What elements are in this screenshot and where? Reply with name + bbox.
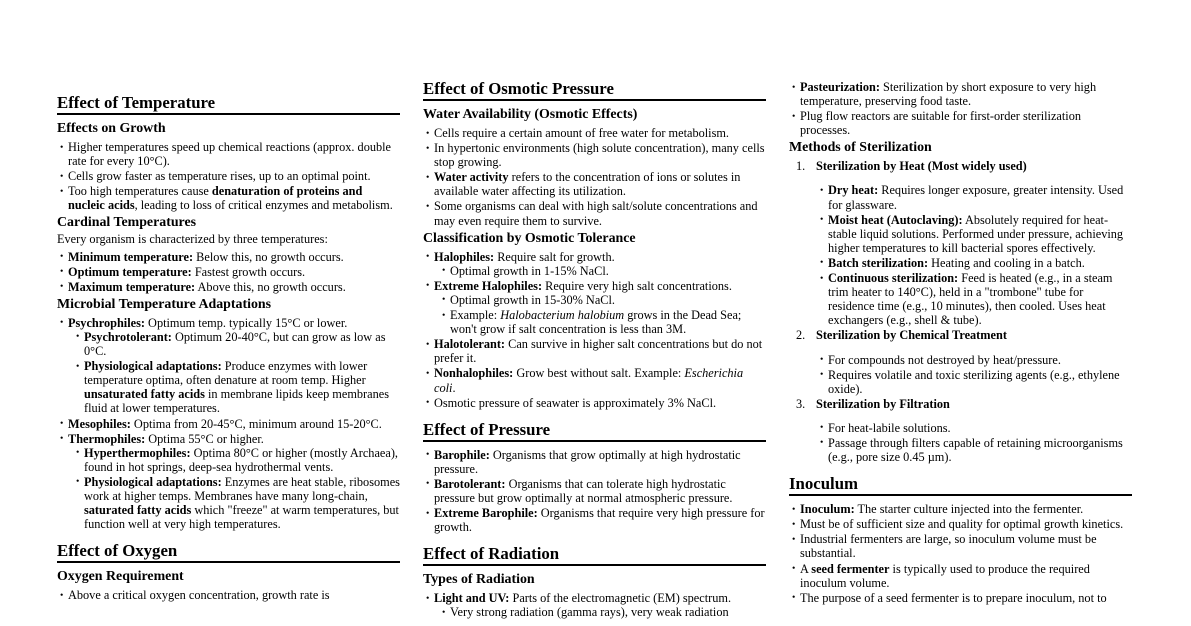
plain-text: Fastest growth occurs.	[191, 264, 306, 279]
bold-text: Continuous sterilization:	[828, 271, 959, 286]
plain-text: Above a critical oxygen concentration, growth rate is	[68, 588, 330, 603]
bold-text: Psychrotolerant:	[84, 329, 172, 344]
bold-text: Nonhalophiles:	[434, 366, 514, 381]
plain-text: which "freeze" at warm temperatures, but function well at very high temperatures.	[84, 503, 399, 532]
bullet-item	[84, 330, 400, 358]
subsection-heading: Water Availability (Osmotic Effects)	[423, 107, 638, 122]
bullet-item	[800, 80, 1132, 108]
plain-text: Optimum temp. typically 15°C or lower.	[144, 315, 348, 330]
section-heading: Effect of Osmotic Pressure	[423, 80, 766, 101]
bold-text: seed fermenter	[811, 561, 890, 576]
bullet-item	[434, 170, 766, 198]
subsection-heading: Methods of Sterilization	[789, 140, 932, 156]
numbered-item	[816, 159, 1132, 327]
bullet-item	[450, 264, 766, 278]
bullet-list	[57, 250, 400, 294]
bullet-list	[423, 448, 766, 535]
plain-text: Higher temperatures speed up chemical reactions (approx. double rate for every 10°C).	[68, 140, 392, 169]
plain-text: Feed is heated (e.g., in a steam trim heater to 140°C), held in a "trombone" tube for residence time (e.g., 10 minutes), then cooled. Uses heat exchangers (e.g., shell & tube).	[828, 271, 1113, 328]
bold-text: denaturation of proteins and nucleic acids	[68, 184, 363, 213]
bullet-item	[68, 432, 400, 532]
bullet-item	[68, 140, 400, 168]
plain-text: is typically used to produce the required inoculum volume.	[800, 561, 1090, 590]
bullet-list	[57, 588, 400, 602]
plain-text: Organisms that require very high pressure for growth.	[434, 506, 765, 535]
plain-text: Optimal growth in 1-15% NaCl.	[450, 263, 609, 278]
plain-text: Cells require a certain amount of free water for metabolism.	[434, 126, 730, 140]
bullet-list	[423, 126, 766, 228]
plain-text: Industrial fermenters are large, so inoculum volume must be substantial.	[800, 532, 1097, 561]
bullet-item	[68, 417, 400, 431]
bullet-item	[828, 368, 1132, 396]
plain-text: Optimum 20-40°C, but can grow as low as 0°C.	[84, 329, 386, 359]
bullet-item	[68, 184, 400, 212]
bold-text: Halotolerant:	[434, 337, 506, 352]
paragraph	[57, 232, 400, 246]
plain-text: Optima 55°C or higher.	[145, 431, 264, 446]
plain-text: Cells grow faster as temperature rises, up to an optimal point.	[68, 169, 371, 184]
section-heading: Effect of Pressure	[423, 421, 766, 442]
plain-text: Grow best without salt. Example:	[513, 366, 685, 381]
section-heading: Effect of Temperature	[57, 94, 400, 115]
bullet-item	[84, 446, 400, 474]
plain-text: Can survive in higher salt concentrations but do not prefer it.	[434, 337, 763, 366]
bullet-list	[68, 446, 400, 532]
numbered-list	[789, 159, 1132, 464]
bullet-list	[423, 250, 766, 410]
plain-text: Passage through filters capable of retaining microorganisms (e.g., pore size 0.45 µm).	[828, 435, 1123, 465]
bold-text: Hyperthermophiles:	[84, 445, 191, 460]
plain-text: Osmotic pressure of seawater is approximately 3% NaCl.	[434, 395, 717, 410]
bullet-item	[434, 477, 766, 505]
bold-text: Barotolerant:	[434, 476, 506, 491]
bullet-item	[68, 250, 400, 264]
plain-text: Above this, no growth occurs.	[195, 279, 346, 294]
bullet-list	[816, 421, 1132, 464]
bullet-item	[434, 337, 766, 365]
plain-text: Heating and cooling in a batch.	[928, 255, 1085, 270]
plain-text: Very strong radiation (gamma rays), very weak radiation	[450, 605, 729, 620]
bold-text: Extreme Halophiles:	[434, 278, 543, 293]
bold-text: Thermophiles:	[68, 431, 146, 446]
bullet-item	[800, 562, 1132, 590]
bullet-item	[434, 279, 766, 336]
column-1	[57, 80, 400, 621]
subsection-heading: Oxygen Requirement	[57, 569, 184, 585]
bullet-item	[434, 506, 766, 534]
bullet-item	[434, 366, 766, 394]
plain-text: For heat-labile solutions.	[828, 420, 951, 435]
plain-text: Example:	[450, 308, 501, 323]
subsection-heading: Effects on Growth	[57, 121, 166, 136]
subsection-heading: Cardinal Temperatures	[57, 215, 197, 231]
bullet-item	[828, 436, 1132, 464]
plain-text: Below this, no growth occurs.	[193, 249, 344, 264]
bold-text: Minimum temperature:	[68, 249, 194, 264]
plain-text: A	[800, 561, 812, 576]
plain-text: The purpose of a seed fermenter is to prepare inoculum, not to	[800, 590, 1107, 605]
subsection-heading: Classification by Osmotic Tolerance	[423, 230, 636, 246]
bullet-item	[434, 591, 766, 619]
bold-text: Pasteurization:	[800, 80, 880, 94]
bold-text: Mesophiles:	[68, 416, 131, 431]
plain-text: in membrane lipids keep membranes fluid at lower temperatures.	[84, 387, 389, 416]
numbered-item	[816, 397, 1132, 464]
plain-text: grows in the Dead Sea; won't grow if salt concentration is less than 3M.	[450, 308, 742, 337]
bold-text: Sterilization by Chemical Treatment	[816, 328, 1007, 343]
plain-text: refers to the concentration of ions or solutes in available water affecting its utilization.	[434, 170, 741, 199]
bullet-item	[434, 141, 766, 169]
plain-text: For compounds not destroyed by heat/pressure.	[828, 352, 1061, 367]
plain-text: Parts of the electromagnetic (EM) spectrum.	[509, 591, 732, 606]
bold-text: Maximum temperature:	[68, 279, 196, 294]
bullet-list	[789, 502, 1132, 605]
bullet-item	[434, 250, 766, 278]
bullet-item	[450, 308, 766, 336]
plain-text: .	[452, 380, 456, 395]
bullet-item	[68, 280, 400, 294]
document-columns	[57, 80, 1132, 621]
plain-text: Organisms that grow optimally at high hydrostatic pressure.	[434, 447, 741, 476]
bold-text: Extreme Barophile:	[434, 506, 538, 521]
plain-text: , leading to loss of critical enzymes and metabolism.	[134, 198, 393, 213]
bold-text: Water activity	[434, 170, 509, 185]
bullet-list	[816, 183, 1132, 327]
plain-text: Plug flow reactors are suitable for first-order sterilization processes.	[800, 109, 1082, 138]
bullet-item	[434, 126, 766, 140]
bullet-item	[434, 199, 766, 227]
bold-text: Light and UV:	[434, 591, 510, 606]
column-3	[789, 80, 1132, 621]
bullet-item	[828, 213, 1132, 255]
bullet-list	[57, 316, 400, 531]
bullet-item	[68, 588, 400, 602]
plain-text: Requires longer exposure, greater intensity. Used for glassware.	[828, 183, 1124, 212]
plain-text: Require salt for growth.	[494, 249, 615, 264]
bullet-item	[800, 109, 1132, 137]
plain-text: Produce enzymes with lower temperature optima, often denature at room temp. Higher	[84, 359, 368, 388]
plain-text: Requires volatile and toxic sterilizing agents (e.g., ethylene oxide).	[828, 367, 1120, 396]
bullet-item	[68, 316, 400, 416]
plain-text: Every organism is characterized by three temperatures:	[57, 232, 328, 247]
bullet-item	[828, 271, 1132, 327]
bullet-item	[828, 353, 1132, 367]
bold-text: Dry heat:	[828, 183, 879, 198]
bold-text: Barophile:	[434, 447, 490, 462]
plain-text: Must be of sufficient size and quality for optimal growth kinetics.	[800, 517, 1124, 532]
subsection-heading: Microbial Temperature Adaptations	[57, 296, 272, 312]
bullet-list	[816, 353, 1132, 396]
bullet-item	[828, 256, 1132, 270]
plain-text: Absolutely required for heat-stable liquid solutions. Performed under pressure, achieving higher temperatures to kill bacterial spores effectively.	[828, 212, 1124, 255]
bullet-item	[800, 502, 1132, 516]
bullet-item	[434, 448, 766, 476]
bullet-list	[423, 591, 766, 619]
section-heading: Inoculum	[789, 475, 1132, 496]
bullet-item	[450, 293, 766, 307]
bold-text: Physiological adaptations:	[84, 359, 222, 374]
bullet-item	[84, 475, 400, 531]
section-heading: Effect of Oxygen	[57, 542, 400, 563]
bold-text: Halophiles:	[434, 249, 495, 264]
bullet-list	[434, 264, 766, 278]
bullet-item	[84, 359, 400, 415]
numbered-item	[816, 328, 1132, 395]
bullet-item	[68, 265, 400, 279]
italic-text: Halobacterium halobium	[500, 308, 625, 323]
plain-text: Sterilization by short exposure to very high temperature, preserving food taste.	[800, 80, 1097, 109]
plain-text: Optima from 20-45°C, minimum around 15-20°C.	[130, 416, 382, 431]
plain-text: Too high temperatures cause	[68, 184, 212, 199]
section-heading: Effect of Radiation	[423, 545, 766, 566]
plain-text: Optima 80°C or higher (mostly Archaea), found in hot springs, deep-sea hydrothermal vents.	[84, 445, 398, 474]
plain-text: Enzymes are heat stable, ribosomes work at higher temps. Membranes have many long-chain,	[84, 474, 400, 503]
bold-text: Optimum temperature:	[68, 264, 192, 279]
bullet-item	[68, 169, 400, 183]
bullet-item	[450, 605, 766, 619]
column-2	[423, 80, 766, 621]
bold-text: Physiological adaptations:	[84, 474, 222, 489]
plain-text: Some organisms can deal with high salt/solute concentrations and may even require them to survive.	[434, 199, 758, 228]
bullet-item	[434, 396, 766, 410]
bullet-list	[434, 605, 766, 619]
plain-text: In hypertonic environments (high solute concentration), many cells stop growing.	[434, 141, 765, 170]
bullet-list	[434, 293, 766, 336]
bullet-list	[68, 330, 400, 416]
bold-text: Batch sterilization:	[828, 255, 929, 270]
plain-text: Organisms that can tolerate high hydrostatic pressure but grow optimally at normal atmospheric pressure.	[434, 476, 733, 505]
bullet-item	[800, 591, 1132, 605]
bullet-item	[828, 421, 1132, 435]
bullet-item	[828, 183, 1132, 211]
plain-text: The starter culture injected into the fermenter.	[854, 502, 1084, 517]
bullet-list	[57, 140, 400, 212]
bold-text: Moist heat (Autoclaving):	[828, 212, 963, 227]
italic-text: Escherichia coli	[434, 366, 744, 395]
plain-text: Require very high salt concentrations.	[542, 278, 732, 293]
bullet-item	[800, 532, 1132, 560]
bullet-list	[789, 80, 1132, 137]
plain-text: Optimal growth in 15-30% NaCl.	[450, 292, 615, 307]
subsection-heading: Types of Radiation	[423, 572, 535, 588]
bold-text: unsaturated fatty acids	[84, 387, 205, 402]
bold-text: Sterilization by Heat (Most widely used)	[816, 159, 1027, 174]
bullet-item	[800, 517, 1132, 531]
bold-text: saturated fatty acids	[84, 503, 192, 518]
bold-text: Sterilization by Filtration	[816, 396, 950, 411]
bold-text: Psychrophiles:	[68, 315, 145, 330]
bold-text: Inoculum:	[800, 502, 855, 517]
